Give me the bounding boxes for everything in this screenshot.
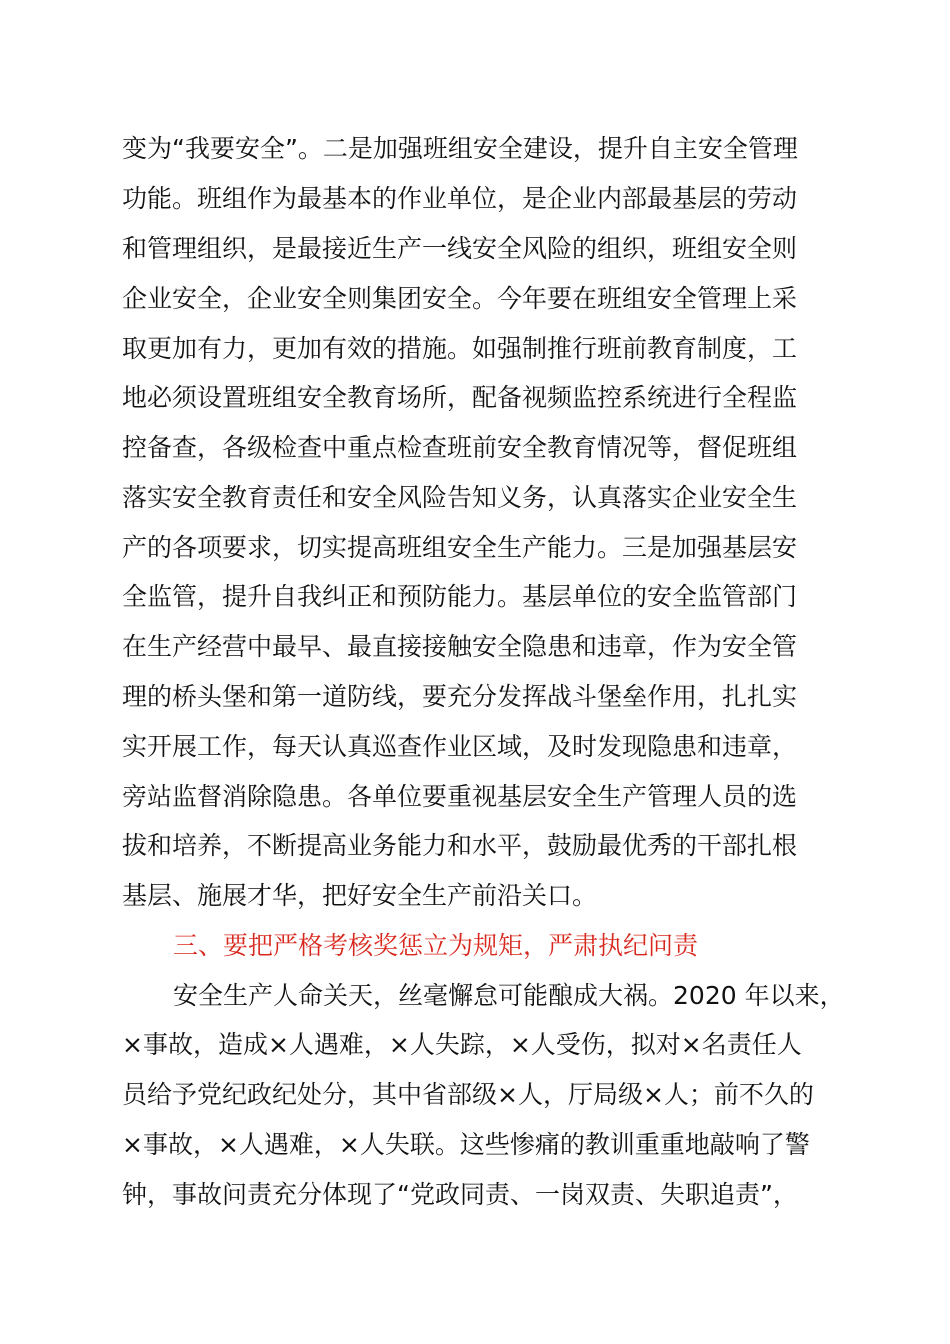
paragraph-line: 落实安全教育责任和安全风险告知义务，认真落实企业安全生 xyxy=(122,483,798,512)
paragraph-line: 企业安全，企业安全则集团安全。今年要在班组安全管理上采 xyxy=(122,284,798,313)
paragraph-line: 控备查，各级检查中重点检查班前安全教育情况等，督促班组 xyxy=(122,433,798,462)
paragraph-line: 基层、施展才华，把好安全生产前沿关口。 xyxy=(122,881,598,910)
paragraph-line: 和管理组织，是最接近生产一线安全风险的组织，班组安全则 xyxy=(122,234,798,263)
paragraph-line: 安全生产人命关天，丝毫懈怠可能酿成大祸。2020 年以来， xyxy=(173,981,845,1010)
section-heading: 三、要把严格考核奖惩立为规矩，严肃执纪问责 xyxy=(173,931,699,960)
paragraph-line: 地必须设置班组安全教育场所，配备视频监控系统进行全程监 xyxy=(122,383,798,412)
paragraph-line: 实开展工作，每天认真巡查作业区域，及时发现隐患和违章， xyxy=(122,732,798,761)
paragraph-line: 在生产经营中最早、最直接接触安全隐患和违章，作为安全管 xyxy=(122,632,798,661)
paragraph-line: ×事故，造成×人遇难，×人失踪，×人受伤，拟对×名责任人 xyxy=(122,1030,802,1059)
paragraph-line: 功能。班组作为最基本的作业单位，是企业内部最基层的劳动 xyxy=(122,184,798,213)
paragraph-line: 拔和培养，不断提高业务能力和水平，鼓励最优秀的干部扎根 xyxy=(122,831,798,860)
paragraph-line: ×事故，×人遇难，×人失联。这些惨痛的教训重重地敲响了警 xyxy=(122,1130,810,1159)
paragraph-line: 理的桥头堡和第一道防线，要充分发挥战斗堡垒作用，扎扎实 xyxy=(122,682,798,711)
paragraph-line: 旁站监督消除隐患。各单位要重视基层安全生产管理人员的选 xyxy=(122,782,798,811)
paragraph-line: 变为“我要安全”。二是加强班组安全建设，提升自主安全管理 xyxy=(122,134,798,163)
paragraph-line: 取更加有力，更加有效的措施。如强制推行班前教育制度，工 xyxy=(122,334,798,363)
paragraph-line: 全监管，提升自我纠正和预防能力。基层单位的安全监管部门 xyxy=(122,582,798,611)
paragraph-line: 员给予党纪政纪处分，其中省部级×人，厅局级×人；前不久的 xyxy=(122,1080,814,1109)
paragraph-line: 钟，事故问责充分体现了“党政同责、一岗双责、失职追责”， xyxy=(122,1180,798,1209)
paragraph-line: 产的各项要求，切实提高班组安全生产能力。三是加强基层安 xyxy=(122,533,798,562)
